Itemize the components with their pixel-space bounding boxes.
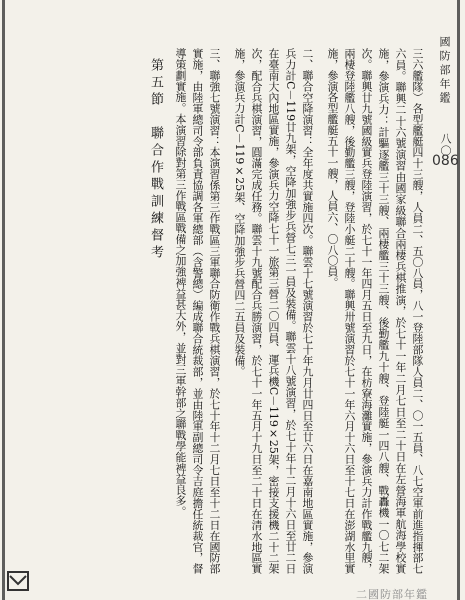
paragraph-airborne-exercises: 二、聯合空降演習：全年度共實施四次。聯雲十七號演習於七十年九月廿四日至廿六日在嘉南地區實施，參演兵力計C－119廿九架，空降加強步兵營七三一員及裝備。聯雲十八號演習，於七十年十二月十六日至廿二日在臺南大內地區實施，參演兵力空降七十一旅第三營二〇四員、運兵機C－119×25架，密接支援機二十二架次，配合兵棋演習，圓滿完成任務。聯雲十九號配合兵勝演習，於七十一年五月十九日至二十日在清水地區實施，參演兵力計C－119×25架、空降加強步兵營四二五員及裝備。 [233,48,314,574]
page-number: 八〇 [439,133,452,157]
paragraph-lianqiang-exercise: 三、聯強七號演習：本演習係第三作戰區三軍聯合防衛作戰兵棋演習，於七十年十二月七日至十二日在國防部實施，由陸軍總司令部負責協調各軍總部（含警總）編成聯合統裁部，並由陸軍副總司令吉庭擔任統裁官，督導策劃實施。本演習除對第三作戰區戰備之加強裨益甚大外，並對三軍幹部之聯戰學能裨益良多。 [174,48,221,574]
handwritten-page-note: 086 [432,153,459,169]
running-header-title: 國防部年鑑 [438,36,451,106]
section-heading: 第五節 聯合作戰訓練督考 [148,58,163,262]
library-stamp-icon [6,566,36,596]
right-page-edge [457,0,460,600]
bottom-strip-note: 二國防部年鑑 [356,588,428,600]
paragraph-naval-exercises: 三六艦隊）各型艦艇四十三艘，人員二、五〇八員，八一登陸部隊人員二、〇一五員、八七空軍前進指揮部七六員。聯興二十六號演習由國家級聯合兩棲兵棋推演，於七十一年二月七日至二十日在左營海軍航海學校實施，參演兵力：計驅逐艦三十三艘、兩棲艦三十三艘、後勤艦九十艘、登陸艇一四八艘、戰轟機一〇七二架次。聯興廿九號國級實兵登陸演習，於七十一年四月五日至九日，在枋寮海灘實施，參演兵力計作戰艦九艘，兩棲登陸艦八艘，後勤艦三艘，登陸小艇二十艘。聯興卅號演習於七十一年六月十六日至十七日在澎湖水里實施，參演各型艦艇五十一艘，人員六、〇八〇員。 [326,48,424,574]
body-text [48,48,426,574]
left-page-edge [2,0,5,600]
